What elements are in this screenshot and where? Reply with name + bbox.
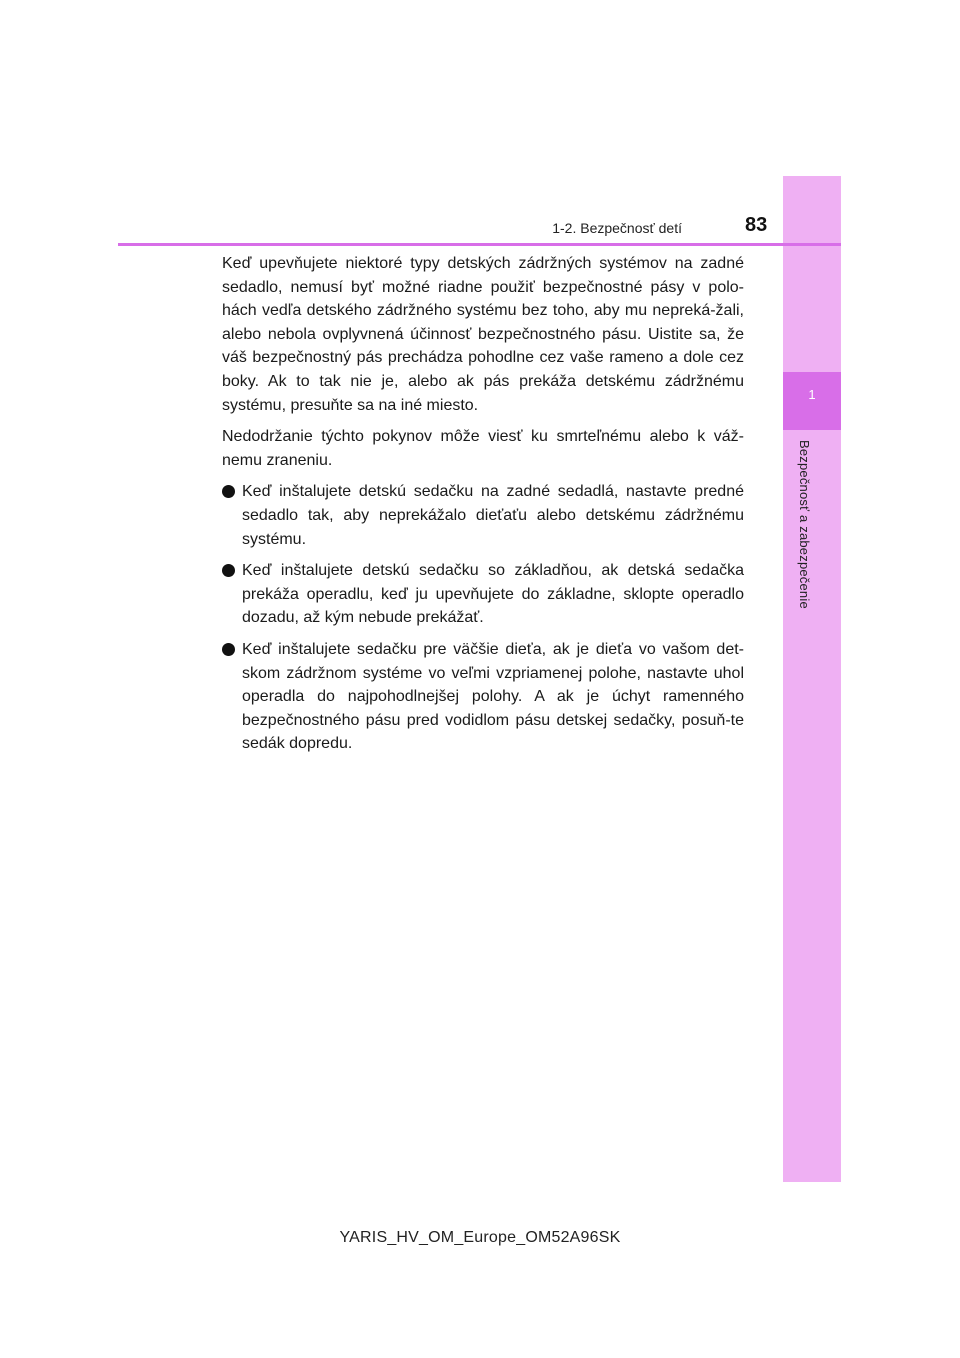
document-code: YARIS_HV_OM_Europe_OM52A96SK bbox=[339, 1229, 621, 1246]
bullet-icon bbox=[222, 643, 235, 656]
list-item-text: Keď inštalujete sedačku pre väčšie dieťa, ak je dieťa vo vašom det-skom zádržnom systéme vo veľmi vzpriamenej polohe, nastavte uhol operadla do najpohodlnejšej polohy. A ak je úchyt ramenného bezpečnostného pásu pred vodidlom pásu detskej sedačky, posuň-te sedák dopredu. bbox=[242, 640, 744, 753]
list-item-text: Keď inštalujete detskú sedačku na zadné sedadlá, nastavte predné sedadlo tak, aby neprekážalo dieťaťu alebo detskému zádržnému systému. bbox=[242, 483, 744, 548]
header-divider bbox=[118, 243, 841, 246]
page-number: 83 bbox=[745, 214, 768, 236]
list-item bbox=[222, 480, 744, 551]
bullet-icon bbox=[222, 485, 235, 498]
list-item bbox=[222, 559, 744, 630]
paragraph: Nedodržanie týchto pokynov môže viesť ku smrteľnému alebo k váž-nemu zraneniu. bbox=[222, 428, 744, 469]
section-title: 1-2. Bezpečnosť detí bbox=[552, 220, 682, 236]
bullet-list bbox=[222, 480, 744, 756]
bullet-icon bbox=[222, 564, 235, 577]
main-content bbox=[222, 252, 744, 764]
chapter-number: 1 bbox=[808, 387, 816, 402]
list-item-text: Keď inštalujete detskú sedačku so základňou, ak detská sedačka prekáža operadlu, keď ju upevňujete do základne, sklopte operadlo dozadu, až kým nebude prekážať. bbox=[242, 562, 744, 627]
paragraph: Keď upevňujete niektoré typy detských zádržných systémov na zadné sedadlo, nemusí byť možné riadne použiť bezpečnostné pásy v polo-hách vedľa detského zádržného systému bez toho, aby mu nepreká-žali, alebo nebola ovplyvnená účinnosť bezpečnostného pásu. Uistite sa, že váš bezpečnostný pás prechádza pohodlne cez vaše rameno a dole cez boky. Ak to tak nie je, alebo ak pás prekáža detskému zádržnému systému, presuňte sa na iné miesto. bbox=[222, 255, 744, 414]
list-item bbox=[222, 638, 744, 756]
side-strip bbox=[783, 176, 841, 1182]
chapter-title: Bezpečnosť a zabezpečenie bbox=[797, 440, 812, 609]
